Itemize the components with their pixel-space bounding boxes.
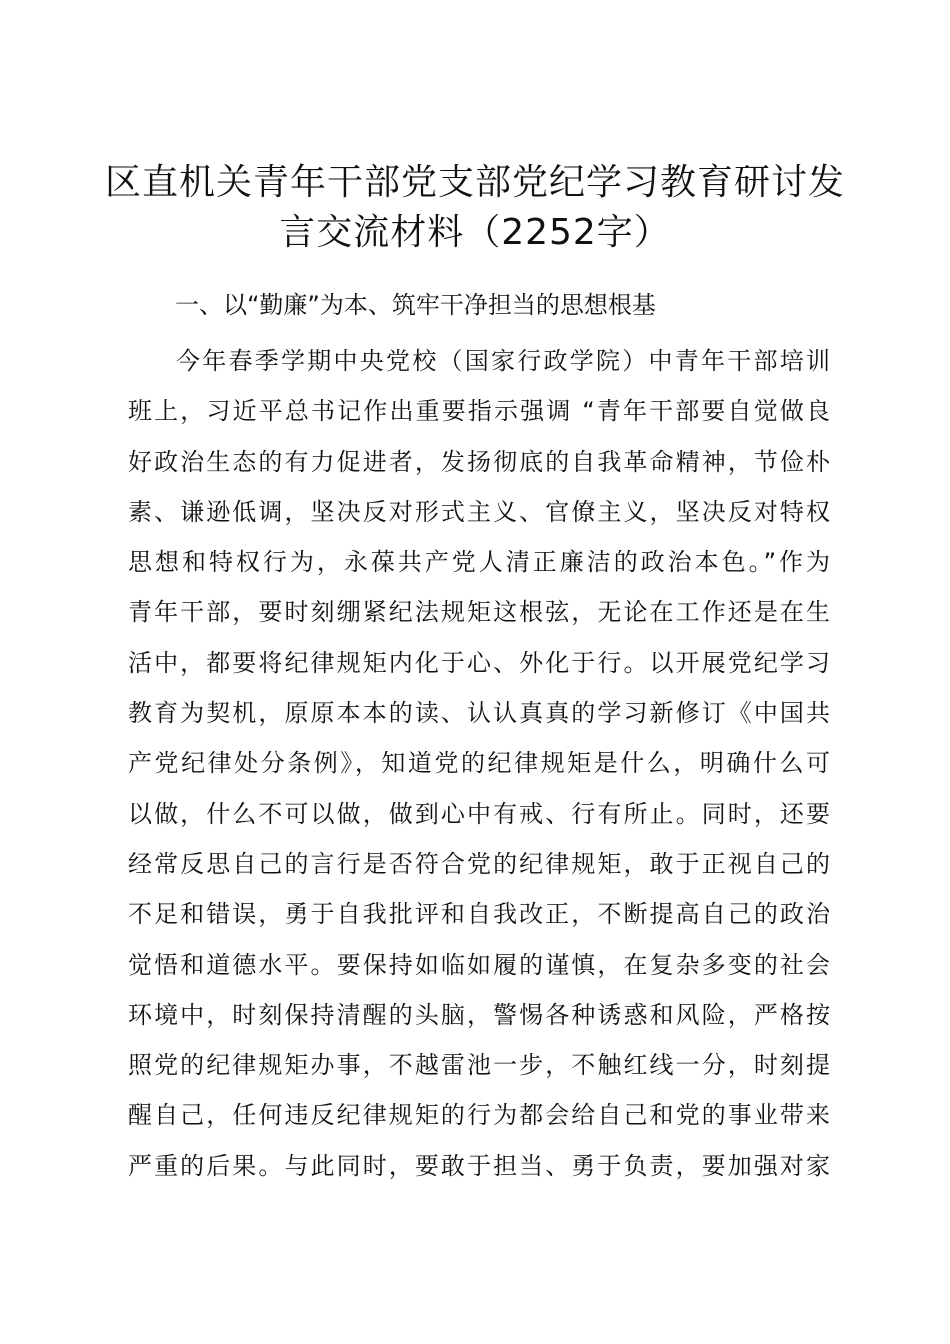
paragraph-line: 不足和错误，勇于自我批评和自我改正，不断提高自己的政治	[128, 900, 830, 929]
paragraph-line: 好政治生态的有力促进者，发扬彻底的自我革命精神，节俭朴	[128, 447, 830, 476]
paragraph-line: 教育为契机，原原本本的读、认认真真的学习新修订《中国共	[128, 699, 830, 728]
paragraph-line: 严重的后果。与此同时，要敢于担当、勇于负责，要加强对家	[128, 1151, 830, 1180]
paragraph-line: 活中，都要将纪律规矩内化于心、外化于行。以开展党纪学习	[128, 648, 830, 677]
body-paragraph	[128, 336, 830, 1191]
paragraph-line: 产党纪律处分条例》，知道党的纪律规矩是什么，明确什么可	[128, 749, 830, 778]
section-heading: 一、以“勤廉”为本、筑牢干净担当的思想根基	[175, 291, 656, 319]
paragraph-line: 思想和特权行为，永葆共产党人清正廉洁的政治本色。”作为	[128, 548, 830, 577]
paragraph-line: 环境中，时刻保持清醒的头脑，警惕各种诱惑和风险，严格按	[128, 1000, 830, 1029]
title-line-2: 言交流材料（2252字）	[279, 212, 671, 253]
title-line-1: 区直机关青年干部党支部党纪学习教育研讨发	[104, 162, 845, 203]
paragraph-line: 以做，什么不可以做，做到心中有戒、行有所止。同时，还要	[128, 799, 830, 828]
paragraph-line: 素、谦逊低调，坚决反对形式主义、官僚主义，坚决反对特权	[128, 497, 830, 526]
paragraph-line: 经常反思自己的言行是否符合党的纪律规矩，敢于正视自己的	[128, 849, 830, 878]
paragraph-line: 醒自己，任何违反纪律规矩的行为都会给自己和党的事业带来	[128, 1101, 830, 1130]
paragraph-line: 今年春季学期中央党校（国家行政学院）中青年干部培训	[176, 347, 830, 375]
document-title	[100, 158, 850, 258]
paragraph-line: 觉悟和道德水平。要保持如临如履的谨慎，在复杂多变的社会	[128, 950, 830, 979]
paragraph-line: 青年干部，要时刻绷紧纪法规矩这根弦，无论在工作还是在生	[128, 598, 830, 627]
paragraph-line: 班上，习近平总书记作出重要指示强调 “青年干部要自觉做良	[128, 397, 830, 426]
paragraph-line: 照党的纪律规矩办事，不越雷池一步，不触红线一分，时刻提	[128, 1051, 830, 1080]
